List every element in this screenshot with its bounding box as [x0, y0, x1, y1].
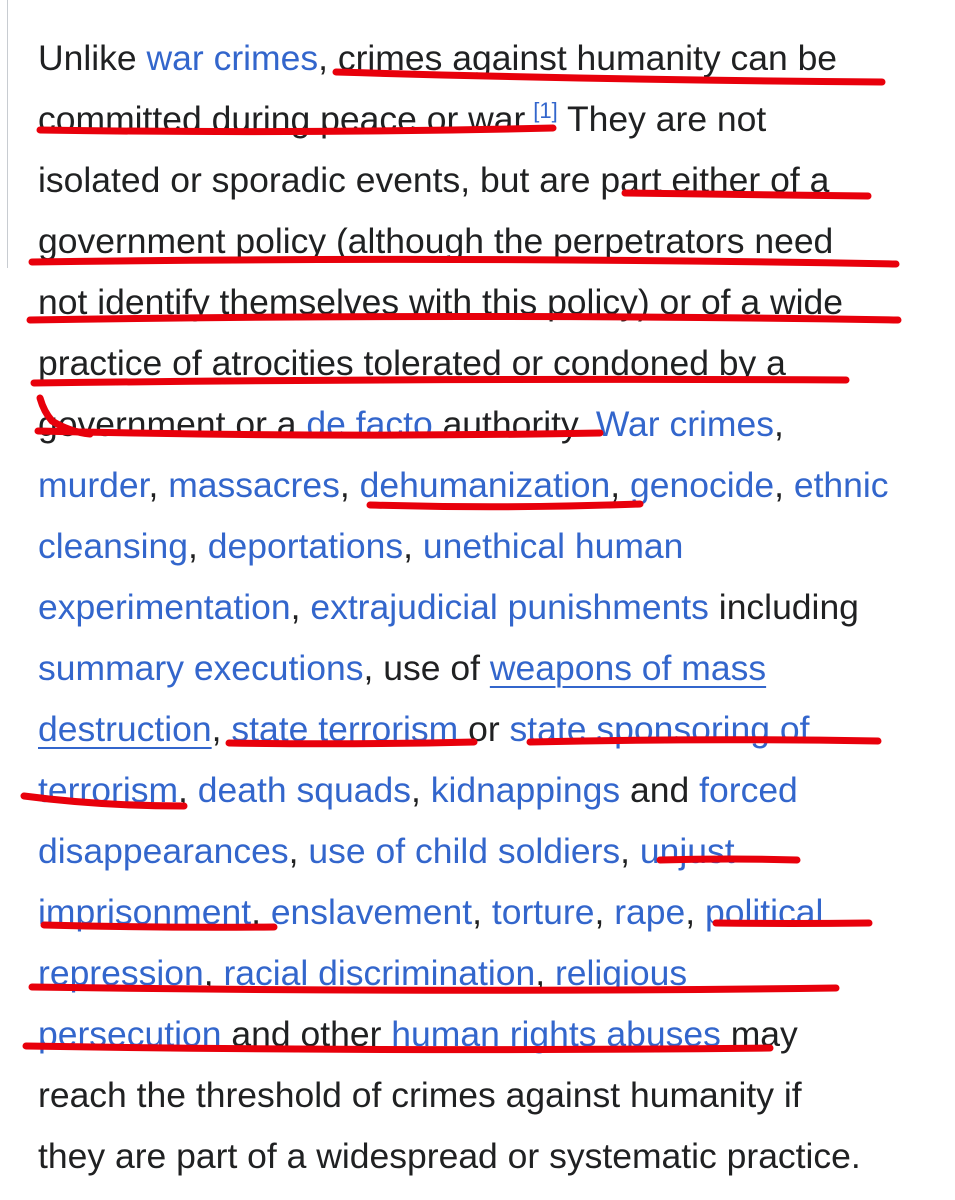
text-run: government or a	[38, 404, 307, 444]
text-run: authority	[432, 404, 577, 444]
link-religious-persecution[interactable]: religious	[554, 953, 688, 993]
text-line	[38, 89, 943, 150]
text-line	[38, 1126, 943, 1187]
citation-link-1[interactable]: [1]	[533, 98, 558, 124]
text-run: ,	[685, 892, 705, 932]
link-massacres[interactable]: massacres	[168, 465, 340, 505]
text-run: isolated or sporadic events, but are part either of a	[38, 160, 830, 200]
article-paragraph	[38, 28, 943, 1187]
text-run: and	[620, 770, 700, 810]
text-line	[38, 577, 943, 638]
text-run: ,	[211, 709, 232, 749]
text-line	[38, 882, 943, 943]
link-de-facto[interactable]: de facto	[306, 404, 433, 444]
link-forced-disappearances-cont[interactable]: disappearances	[38, 831, 289, 871]
link-racial-discrimination[interactable]: racial discrimination	[223, 953, 536, 993]
text-line	[38, 1065, 943, 1126]
link-kidnappings[interactable]: kidnappings	[430, 770, 621, 810]
text-run: and other	[221, 1014, 392, 1054]
text-line	[38, 211, 943, 272]
link-weapons-of-mass-destruction-cont[interactable]: destruction	[38, 709, 212, 749]
link-state-sponsoring-of-terrorism-cont[interactable]: terrorism	[38, 770, 179, 810]
text-run: , crimes against humanity can be	[318, 38, 838, 78]
link-ethnic-cleansing-cont[interactable]: cleansing	[38, 526, 188, 566]
link-weapons-of-mass-destruction[interactable]: weapons of mass	[489, 648, 767, 688]
link-forced-disappearances[interactable]: forced	[699, 770, 798, 810]
link-war-crimes-2[interactable]: War crimes	[595, 404, 774, 444]
text-run: ,	[148, 465, 169, 505]
text-run: ,	[620, 831, 640, 871]
text-run: ,	[610, 465, 630, 505]
text-line	[38, 455, 943, 516]
link-unjust-imprisonment[interactable]: unjust	[639, 831, 735, 871]
text-line	[38, 150, 943, 211]
link-unjust-imprisonment-cont[interactable]: imprisonment	[38, 892, 252, 932]
text-line	[38, 272, 943, 333]
text-run: ,	[339, 465, 360, 505]
link-deportations[interactable]: deportations	[207, 526, 404, 566]
link-war-crimes[interactable]: war crimes	[146, 38, 319, 78]
text-run: ,	[472, 892, 492, 932]
link-human-rights-abuses[interactable]: human rights abuses	[391, 1014, 721, 1054]
link-rape[interactable]: rape	[614, 892, 686, 932]
page-edge-border	[0, 0, 8, 268]
text-run: reach the threshold of crimes against humanity if	[38, 1075, 802, 1115]
link-state-sponsoring-of-terrorism[interactable]: state sponsoring of	[509, 709, 810, 749]
text-line	[38, 699, 943, 760]
link-torture[interactable]: torture	[491, 892, 595, 932]
text-run: , use of	[363, 648, 490, 688]
text-run: committed during peace or war.	[38, 99, 534, 139]
link-religious-persecution-cont[interactable]: persecution	[38, 1014, 222, 1054]
text-line	[38, 28, 943, 89]
text-line	[38, 333, 943, 394]
text-run: ,	[188, 526, 208, 566]
text-run: ,	[773, 404, 784, 444]
text-run: ,	[774, 465, 794, 505]
link-state-terrorism[interactable]: state terrorism	[231, 709, 459, 749]
link-extrajudicial-punishments[interactable]: extrajudicial punishments	[310, 587, 709, 627]
text-run: Unlike	[38, 38, 147, 78]
text-run: ,	[178, 770, 198, 810]
link-political-repression-cont[interactable]: repression	[38, 953, 204, 993]
link-use-of-child-soldiers[interactable]: use of child soldiers	[308, 831, 621, 871]
text-run: ,	[535, 953, 555, 993]
text-line	[38, 821, 943, 882]
text-line	[38, 394, 943, 455]
text-run: They are not	[557, 99, 767, 139]
text-run: ,	[290, 587, 311, 627]
text-run: ,	[403, 526, 423, 566]
text-run: ,	[288, 831, 309, 871]
text-run: ,	[251, 892, 271, 932]
text-run: ,	[594, 892, 615, 932]
link-death-squads[interactable]: death squads	[197, 770, 411, 810]
link-ethnic-cleansing[interactable]: ethnic	[793, 465, 889, 505]
link-genocide[interactable]: genocide	[629, 465, 775, 505]
text-run: not identify themselves with this policy) or of a wide	[38, 282, 844, 322]
link-murder[interactable]: murder	[38, 465, 149, 505]
text-line	[38, 638, 943, 699]
link-summary-executions[interactable]: summary executions	[38, 648, 364, 688]
link-enslavement[interactable]: enslavement	[270, 892, 473, 932]
text-line	[38, 516, 943, 577]
text-run: practice of atrocities tolerated or condoned by a	[38, 343, 786, 383]
text-run: ,	[203, 953, 224, 993]
text-run: ,	[410, 770, 431, 810]
text-line	[38, 1004, 943, 1065]
text-run: or	[458, 709, 510, 749]
link-political-repression[interactable]: political	[704, 892, 824, 932]
link-dehumanization[interactable]: dehumanization	[359, 465, 611, 505]
text-line	[38, 760, 943, 821]
text-run: government policy (although the perpetrators need	[38, 221, 834, 261]
text-run: they are part of a widespread or systematic practice.	[38, 1136, 861, 1176]
link-unethical-human-experimentation[interactable]: unethical human	[422, 526, 684, 566]
text-line	[38, 943, 943, 1004]
text-run: .	[576, 404, 596, 444]
link-unethical-human-experimentation-cont[interactable]: experimentation	[38, 587, 291, 627]
text-run: including	[708, 587, 859, 627]
text-run: may	[720, 1014, 798, 1054]
